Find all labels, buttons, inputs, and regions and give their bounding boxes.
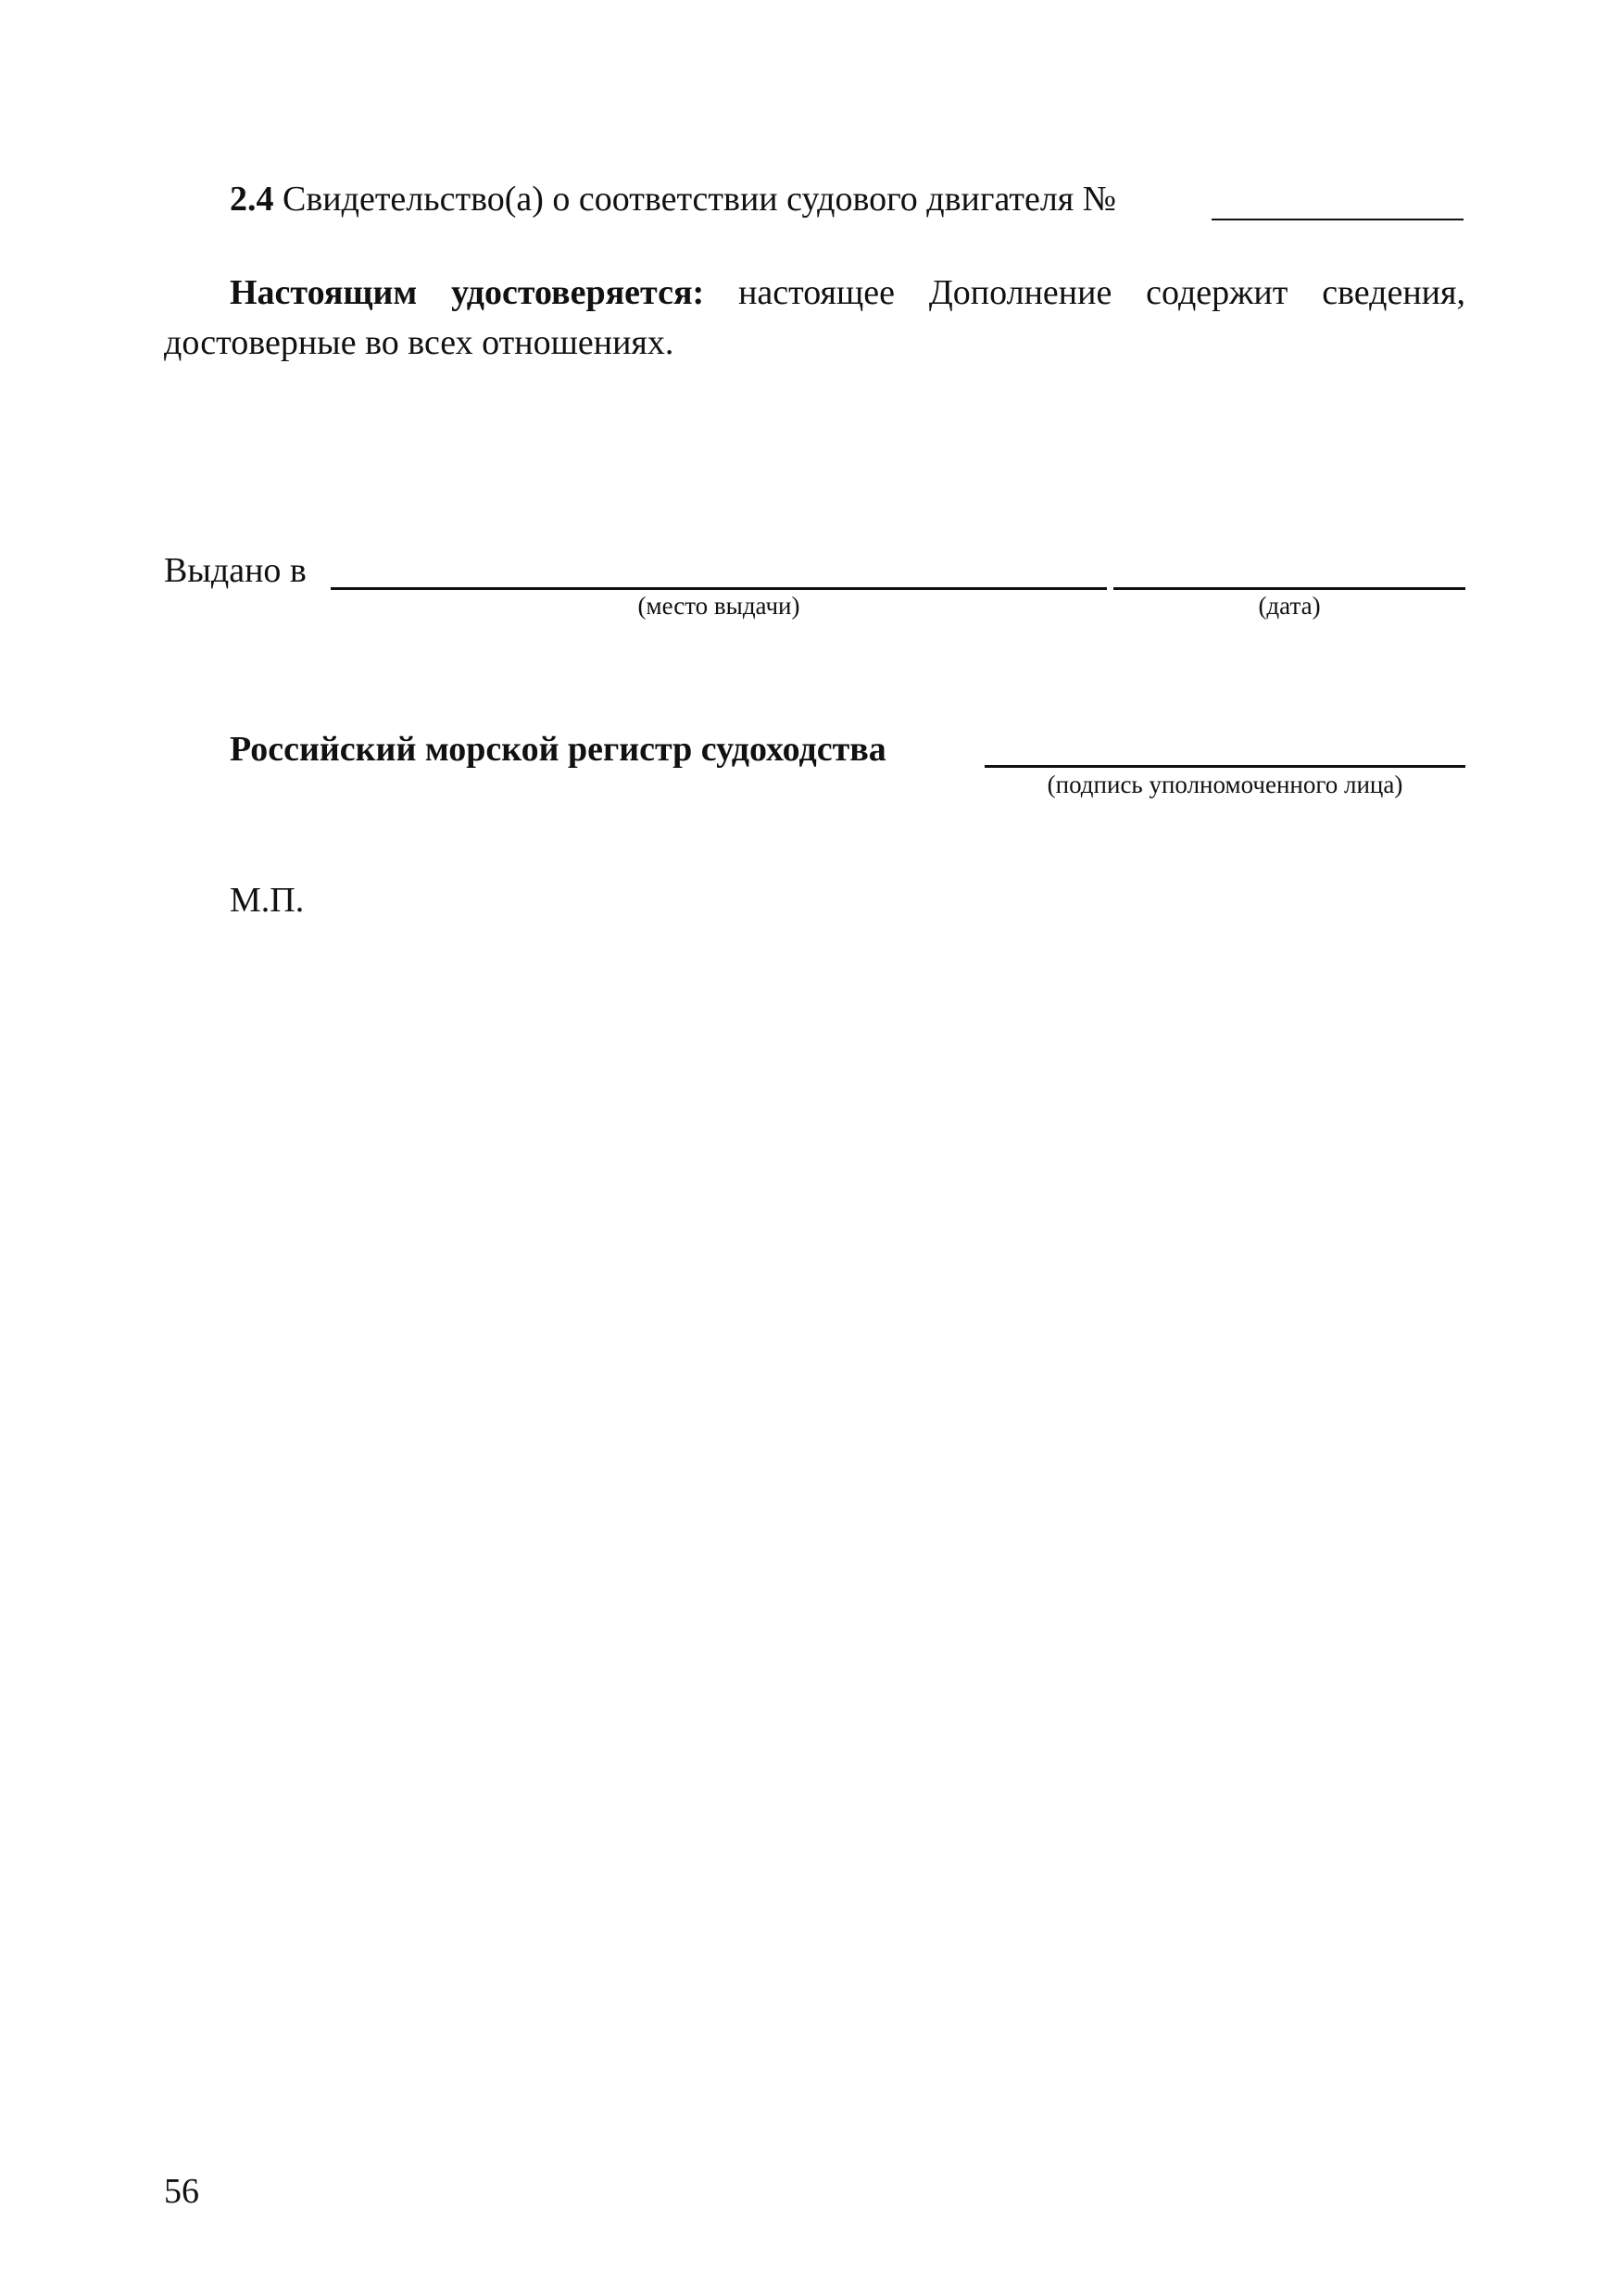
section-number: 2.4 bbox=[230, 180, 274, 219]
place-of-issue-caption: (место выдачи) bbox=[637, 592, 800, 620]
certification-lead: Настоящим удостоверяется: bbox=[230, 273, 705, 312]
signature-blank[interactable] bbox=[985, 765, 1465, 768]
certification-text-1: настоящее Дополнение содержит сведения, bbox=[704, 273, 1465, 312]
section-2-4-line bbox=[230, 182, 1116, 217]
issued-label: Выдано в bbox=[164, 551, 307, 590]
register-name: Российский морской регистр судоходства bbox=[230, 730, 886, 769]
certification-paragraph-line-2: достоверные во всех отношениях. bbox=[164, 323, 674, 362]
section-2-4-text: Свидетельство(а) о соответствии судового двигателя № bbox=[273, 180, 1117, 219]
date-of-issue-blank[interactable] bbox=[1113, 587, 1465, 590]
seal-place-label: М.П. bbox=[230, 881, 305, 920]
place-of-issue-blank[interactable] bbox=[331, 587, 1107, 590]
page-number: 56 bbox=[164, 2172, 199, 2211]
engine-certificate-number-blank[interactable] bbox=[1212, 219, 1464, 220]
signature-caption: (подпись уполномоченного лица) bbox=[1047, 771, 1403, 798]
certification-paragraph-line-1 bbox=[230, 275, 1465, 310]
date-of-issue-caption: (дата) bbox=[1258, 592, 1321, 620]
